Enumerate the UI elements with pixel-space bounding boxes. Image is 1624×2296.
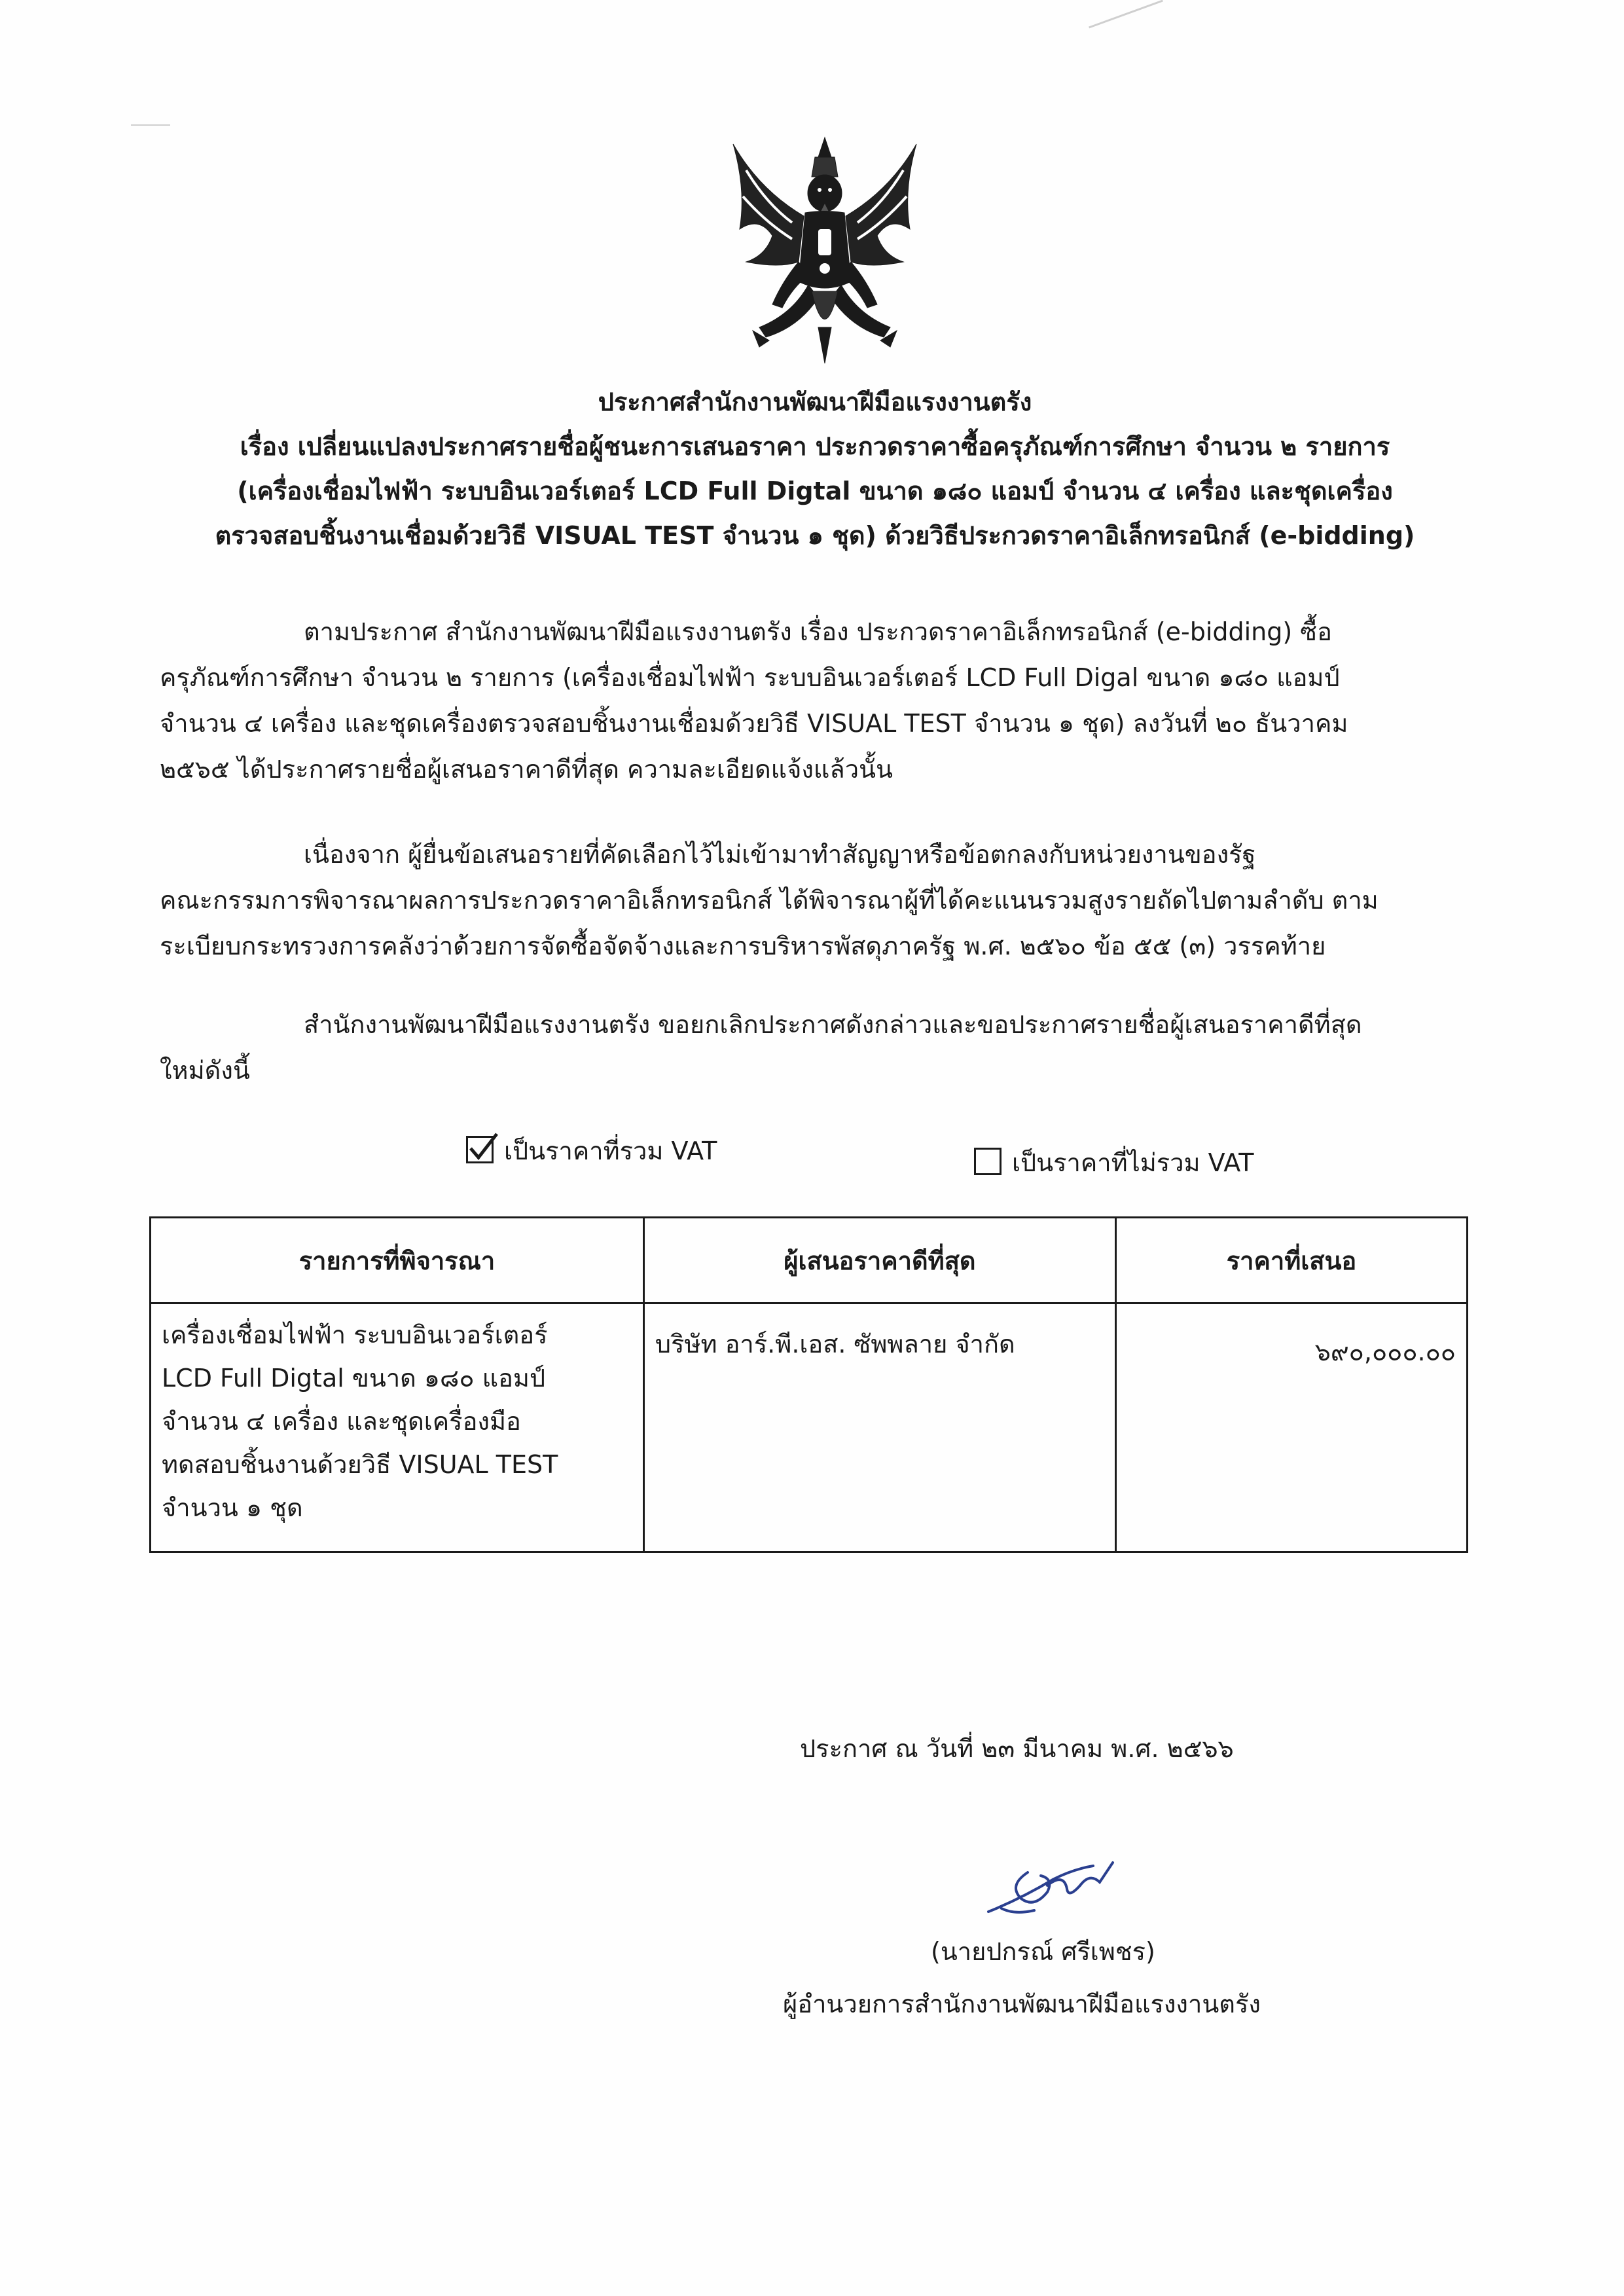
vat-included-label: เป็นราคาที่รวม VAT — [504, 1137, 717, 1165]
column-header-price: ราคาที่เสนอ — [1115, 1218, 1467, 1303]
paragraph-text: ครุภัณฑ์การศึกษา จำนวน ๒ รายการ (เครื่องเชื่อมไฟฟ้า ระบบอินเวอร์เตอร์ LCD Full Digal ขนาด ๑๘๐ แอมป์ — [160, 663, 1340, 692]
paragraph-text: ใหม่ดังนี้ — [160, 1056, 250, 1085]
paragraph-text: ตามประกาศ สำนักงานพัฒนาฝีมือแรงงานตรัง เรื่อง ประกวดราคาอิเล็กทรอนิกส์ (e-bidding) ซื้อ — [304, 617, 1332, 646]
table-header-row — [151, 1218, 1468, 1303]
paragraph-text: ระเบียบกระทรวงการคลังว่าด้วยการจัดซื้อจัดจ้างและการบริหารพัสดุภาครัฐ พ.ศ. ๒๕๖๐ ข้อ ๕๕ (๓) วรรคท้าย — [160, 932, 1326, 960]
item-line: จำนวน ๑ ชุด — [162, 1493, 303, 1522]
vat-included-option — [466, 1133, 717, 1169]
header-subject: เรื่อง เปลี่ยนแปลงประกาศรายชื่อผู้ชนะการเสนอราคา ประกวดราคาซื้อครุภัณฑ์การศึกษา จำนวน ๒ รายการ — [240, 432, 1390, 461]
announcement-header — [157, 380, 1473, 558]
empty-box-icon — [974, 1148, 1001, 1175]
header-subject-cont: ตรวจสอบชิ้นงานเชื่อมด้วยวิธี VISUAL TEST จำนวน ๑ ชุด) ด้วยวิธีประกวดราคาอิเล็กทรอนิกส์ (e-bidding) — [215, 521, 1415, 550]
table-row — [151, 1303, 1468, 1552]
bidder-cell: บริษัท อาร์.พี.เอส. ซัพพลาย จำกัด — [643, 1303, 1115, 1552]
paragraph-text: สำนักงานพัฒนาฝีมือแรงงานตรัง ขอยกเลิกประกาศดังกล่าวและขอประกาศรายชื่อผู้เสนอราคาดีที่สุด — [304, 1010, 1362, 1039]
item-line: ทดสอบชิ้นงานด้วยวิธี VISUAL TEST — [162, 1450, 558, 1479]
price-cell: ๖๙๐,๐๐๐.๐๐ — [1115, 1303, 1467, 1552]
garuda-emblem-icon — [720, 131, 929, 367]
paragraph-text: คณะกรรมการพิจารณาผลการประกวดราคาอิเล็กทรอนิกส์ ได้พิจารณาผู้ที่ได้คะแนนรวมสูงรายถัดไปตามลำดับ ตาม — [160, 886, 1379, 915]
item-description-cell — [151, 1303, 644, 1552]
body-paragraph-reference — [160, 609, 1475, 792]
vat-excluded-option — [974, 1144, 1254, 1181]
signer-title: ผู้อำนวยการสำนักงานพัฒนาฝีมือแรงงานตรัง — [783, 1990, 1261, 2018]
vat-excluded-label: เป็นราคาที่ไม่รวม VAT — [1012, 1148, 1254, 1177]
announcement-date: ประกาศ ณ วันที่ ๒๓ มีนาคม พ.ศ. ๒๕๖๖ — [800, 1734, 1234, 1763]
award-table — [149, 1216, 1468, 1553]
column-header-bidder: ผู้เสนอราคาดีที่สุด — [643, 1218, 1115, 1303]
paragraph-text: เนื่องจาก ผู้ยื่นข้อเสนอรายที่คัดเลือกไว้ไม่เข้ามาทำสัญญาหรือข้อตกลงกับหน่วยงานของรัฐ — [304, 840, 1256, 869]
signature-icon — [982, 1853, 1126, 1925]
scan-mark — [131, 124, 170, 126]
item-line: เครื่องเชื่อมไฟฟ้า ระบบอินเวอร์เตอร์ — [162, 1321, 548, 1349]
header-subject-cont: (เครื่องเชื่อมไฟฟ้า ระบบอินเวอร์เตอร์ LCD Full Digtal ขนาด ๑๘๐ แอมป์ จำนวน ๔ เครื่อง และชุดเครื่อง — [237, 477, 1393, 505]
body-paragraph-reason — [160, 831, 1475, 969]
checked-box-icon — [466, 1136, 494, 1163]
column-header-item: รายการที่พิจารณา — [151, 1218, 644, 1303]
item-line: จำนวน ๔ เครื่อง และชุดเครื่องมือ — [162, 1407, 521, 1436]
item-line: LCD Full Digtal ขนาด ๑๘๐ แอมป์ — [162, 1364, 546, 1393]
body-paragraph-decision — [160, 1002, 1475, 1093]
header-title: ประกาศสำนักงานพัฒนาฝีมือแรงงานตรัง — [598, 388, 1032, 416]
signer-name: (นายปกรณ์ ศรีเพชร) — [931, 1937, 1155, 1966]
paragraph-text: ๒๕๖๕ ได้ประกาศรายชื่อผู้เสนอราคาดีที่สุด ความละเอียดแจ้งแล้วนั้น — [160, 755, 893, 784]
paragraph-text: จำนวน ๔ เครื่อง และชุดเครื่องตรวจสอบชิ้นงานเชื่อมด้วยวิธี VISUAL TEST จำนวน ๑ ชุด) ลงวันที่ ๒๐ ธันวาคม — [160, 709, 1348, 738]
